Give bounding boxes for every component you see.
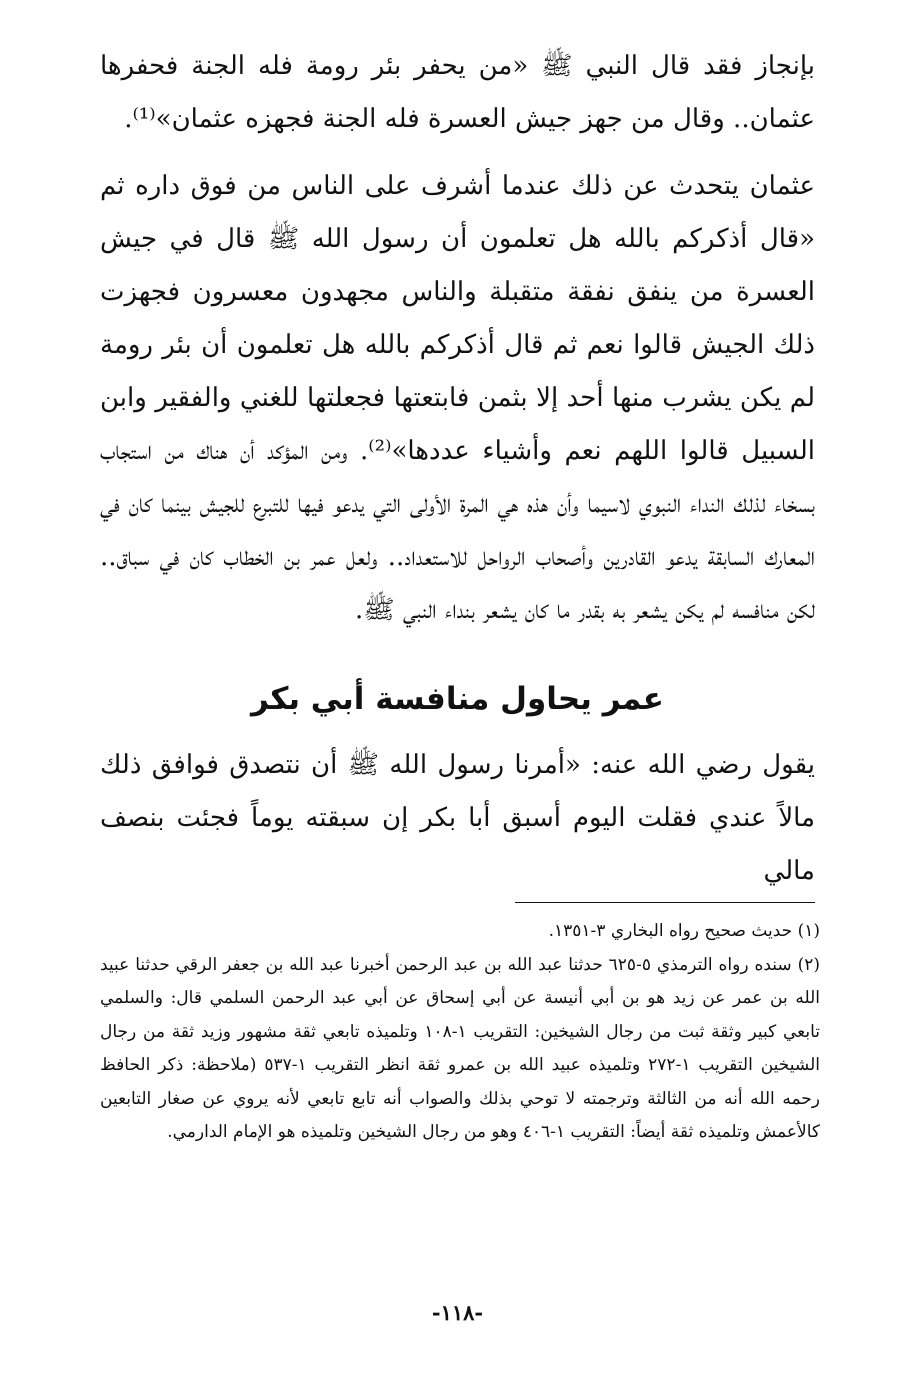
page-body: [100, 40, 815, 898]
paragraph-3: يقول رضي الله عنه: «أمرنا رسول الله ﷺ أن نتصدق فوافق ذلك مالاً عندي فقلت اليوم أسبق أبا بكر إن سبقته يوماً فجئت بنصف مالي: [100, 750, 815, 886]
page-number: -١١٨-: [431, 1300, 484, 1325]
footnote-2-text: سنده رواه الترمذي ٥-٦٢٥ حدثنا عبد الله بن عبد الرحمن أخبرنا عبد الله بن جعفر الرقي حدثنا عبيد الله بن عمر عن زيد هو بن أبي أنيسة عن أبي إسحاق عن أبي عبد الرحمن السلمي قال: والسلمي تابعي كبير وثقة ثبت من رجال الشيخين: التقريب ١-١٠٨ وتلميذه تابعي ثقة مشهور وزيد ثقة من رجال الشيخين التقريب ١-٢٧٢ وتلميذه عبيد الله بن عمرو ثقة انظر التقريب ١-٥٣٧ (ملاحظة: ذكر الحافظ رحمه الله أنه من الثالثة وترجمته لا توحي بذلك والصواب أنه تابع تابعي لأنه يروي عن صغار التابعين كالأعمش وتلميذه ثقة أيضاً: التقريب ١-٤٠٦ وهو من رجال الشيخين وتلميذه هو الإمام الدارمي.: [100, 954, 820, 1142]
footnote-1-marker: (١): [797, 921, 820, 941]
footnote-2: [100, 949, 820, 1150]
section-heading: عمر يحاول منافسة أبي بكر: [251, 681, 664, 717]
footnote-1: [100, 915, 820, 949]
footnote-1-text: حديث صحيح رواه البخاري ٣-١٣٥١.: [548, 921, 793, 941]
paragraph-1: بإنجاز فقد قال النبي ﷺ «من يحفر بئر رومة فله الجنة فحفرها عثمان.. وقال من جهز جيش العسرة فله الجنة فجهزه عثمان»⁽¹⁾.: [100, 51, 815, 134]
footnotes: [100, 915, 820, 1150]
footnote-2-marker: (٢): [797, 954, 820, 975]
paragraph-2: عثمان يتحدث عن ذلك عندما أشرف على الناس من فوق داره ثم «قال أذكركم بالله هل تعلمون أن رسول الله ﷺ قال في جيش العسرة من ينفق نفقة متقبلة والناس مجهدون معسرون فجهزت ذلك الجيش قالوا نعم ثم قال أذكركم بالله هل تعلمون أن بئر رومة لم يكن يشرب منها أحد إلا بثمن فابتعتها فجعلتها للغني والفقير وابن السبيل قالوا اللهم نعم وأشياء عددها»⁽²⁾. ومن المؤكد أن هناك من استجاب بسخاء لذلك النداء النبوي لاسيما وأن هذه هي المرة الأولى التي يدعو فيها للتبرع للجيش بينما كان في المعارك السابقة يدعو القادرين وأصحاب الرواحل للاستعداد.. ولعل عمر بن الخطاب كان في سباق.. لكن منافسه لم يكن يشعر به بقدر ما كان يشعر بنداء النبي ﷺ.: [100, 171, 815, 625]
footnote-separator: [515, 902, 815, 903]
